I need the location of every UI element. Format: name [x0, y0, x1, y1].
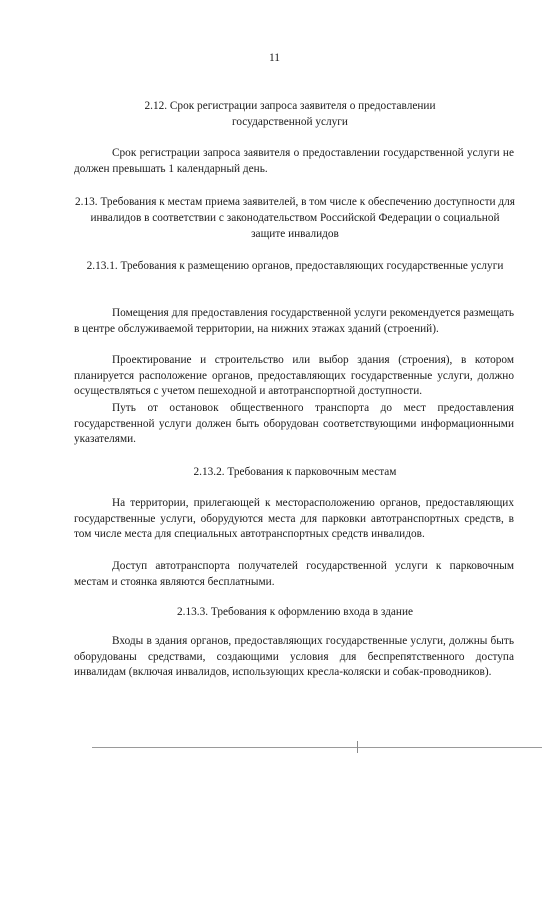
paragraph-2-12: Срок регистрации запроса заявителя о предоставлении государственной услуги не должен превышать 1 календарный день.	[74, 147, 514, 175]
footer-tick-mark	[357, 741, 358, 753]
paragraph-2-13-1-c: Путь от остановок общественного транспорта до мест предоставления государственной услуги должен быть оборудован соответствующими информационными указателями.	[74, 402, 514, 446]
paragraph-2-13-2-a: На территории, прилегающей к месторасположению органов, предоставляющих государственные услуги, оборудуются места для парковки автотранспортных средств, в том числе места для специальных автотранспортных средств инвалидов.	[74, 497, 514, 541]
paragraph-2-13-1-b: Проектирование и строительство или выбор здания (строения), в котором планируется расположение органов, предоставляющих государственные услуги, должно осуществляться с учетом пешеходной и автотранспортной доступности.	[74, 354, 514, 398]
page-number: 11	[268, 52, 281, 64]
footer-divider	[92, 747, 542, 748]
heading-2-13: 2.13. Требования к местам приема заявителей, в том числе к обеспечению доступности для инвалидов в соответствии с законодательством Российской Федерации о социальной защите инвалидов	[75, 196, 515, 240]
heading-2-13-1: 2.13.1. Требования к размещению органов, предоставляющих государственные услуги	[86, 260, 504, 272]
heading-2-13-3: 2.13.3. Требования к оформлению входа в здание	[176, 606, 414, 618]
heading-2-13-2: 2.13.2. Требования к парковочным местам	[193, 466, 397, 478]
paragraph-2-13-1-a: Помещения для предоставления государственной услуги рекомендуется размещать в центре обслуживаемой территории, на нижних этажах зданий (строений).	[74, 307, 514, 335]
paragraph-2-13-2-b: Доступ автотранспорта получателей государственной услуги к парковочным местам и стоянка являются бесплатными.	[74, 560, 514, 588]
paragraph-2-13-3: Входы в здания органов, предоставляющих государственные услуги, должны быть оборудованы средствами, создающими условия для беспрепятственного доступа инвалидам (включая инвалидов, использующих кресла-коляски и собак-проводников).	[74, 635, 514, 679]
heading-2-12: 2.12. Срок регистрации запроса заявителя о предоставлении государственной услуги	[144, 100, 436, 128]
